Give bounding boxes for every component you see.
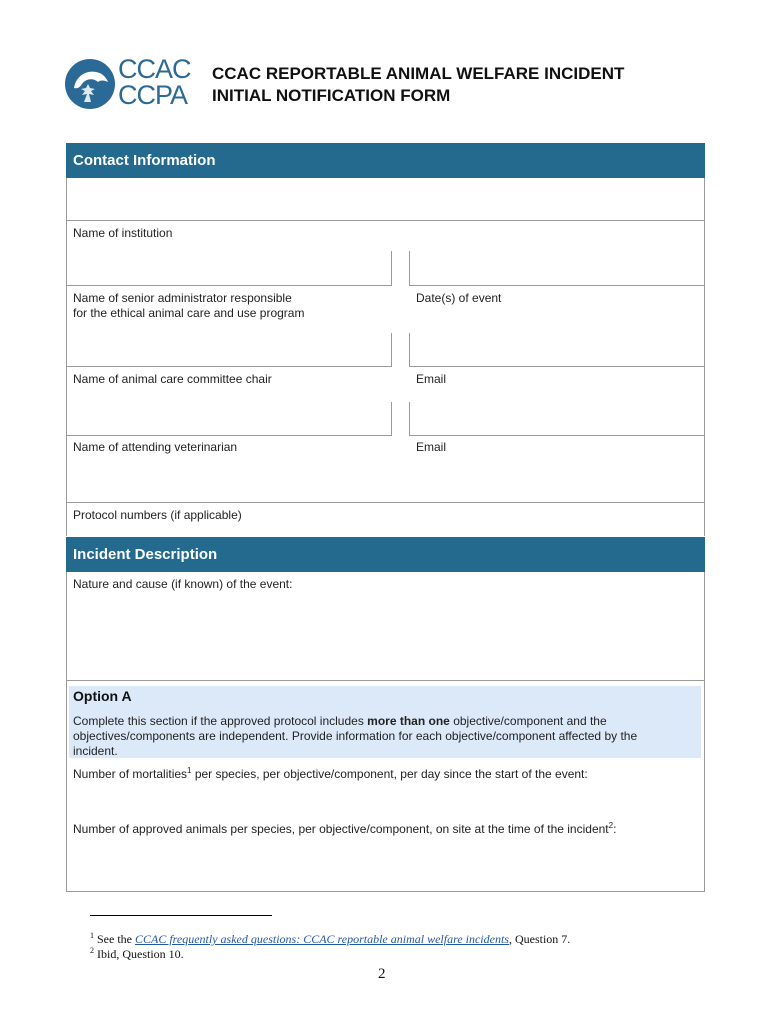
protocol-numbers-input[interactable] bbox=[67, 468, 704, 502]
footnote-2 bbox=[90, 947, 184, 961]
approved-animals-question bbox=[73, 822, 616, 837]
footnote-1-post: , Question 7. bbox=[508, 932, 571, 946]
footnote-ref-2: 2 bbox=[608, 821, 614, 830]
nature-cause-label: Nature and cause (if known) of the event: bbox=[73, 577, 293, 591]
mortalities-question-post: per species, per objective/component, per day since the start of the event: bbox=[191, 767, 588, 781]
nature-cause-input[interactable] bbox=[73, 596, 693, 676]
institution-input[interactable] bbox=[67, 178, 704, 220]
contact-information-header: Contact Information bbox=[66, 143, 705, 178]
event-dates-label: Date(s) of event bbox=[416, 291, 502, 305]
event-dates-field[interactable] bbox=[409, 251, 705, 286]
page-number: 2 bbox=[378, 966, 386, 982]
acc-chair-email-field[interactable] bbox=[409, 333, 705, 367]
senior-administrator-field[interactable] bbox=[66, 251, 392, 286]
acc-chair-input[interactable] bbox=[67, 333, 391, 366]
acc-chair-label: Name of animal care committee chair bbox=[73, 372, 272, 386]
incident-divider bbox=[66, 680, 705, 681]
option-a-text-post: objective/component and the objectives/components are independent. Provide information for each objective/component affected by the incident. bbox=[73, 714, 638, 758]
footnote-1-number: 1 bbox=[90, 931, 94, 940]
title-line-1: CCAC REPORTABLE ANIMAL WELFARE INCIDENT bbox=[212, 64, 625, 83]
protocol-numbers-field[interactable] bbox=[66, 468, 705, 503]
document-title bbox=[212, 63, 624, 107]
logo-line-2: CCPA bbox=[118, 80, 188, 110]
veterinarian-input[interactable] bbox=[67, 402, 391, 435]
veterinarian-email-input[interactable] bbox=[410, 402, 704, 435]
footnote-1 bbox=[90, 932, 570, 946]
acc-chair-field[interactable] bbox=[66, 333, 392, 367]
senior-administrator-label-1: Name of senior administrator responsible bbox=[73, 291, 292, 305]
mortalities-question bbox=[73, 767, 588, 782]
footnote-ref-1: 1 bbox=[187, 766, 192, 775]
senior-administrator-input[interactable] bbox=[67, 251, 391, 285]
veterinarian-email-label: Email bbox=[416, 440, 447, 454]
veterinarian-field[interactable] bbox=[66, 402, 392, 436]
acc-chair-email-input[interactable] bbox=[410, 333, 704, 366]
approved-animals-question-post: : bbox=[613, 822, 617, 836]
veterinarian-label: Name of attending veterinarian bbox=[73, 440, 238, 454]
event-dates-input[interactable] bbox=[410, 251, 704, 285]
senior-administrator-label-2: for the ethical animal care and use program bbox=[73, 306, 305, 320]
footnote-2-text: Ibid, Question 10. bbox=[94, 947, 184, 961]
option-a-instructions bbox=[73, 714, 673, 759]
logo-line-1: CCAC bbox=[118, 54, 191, 84]
ccac-logo-icon bbox=[64, 58, 116, 110]
mortalities-question-pre: Number of mortalities bbox=[73, 767, 188, 781]
acc-chair-email-label: Email bbox=[416, 372, 447, 386]
approved-animals-question-pre: Number of approved animals per species, per objective/component, on site at the time of the incident bbox=[73, 822, 609, 836]
option-a-text-pre: Complete this section if the approved protocol includes bbox=[73, 714, 368, 728]
institution-field[interactable] bbox=[66, 178, 705, 221]
mortalities-input[interactable] bbox=[73, 785, 693, 817]
approved-animals-input[interactable] bbox=[73, 841, 693, 887]
logo-wordmark bbox=[118, 56, 191, 108]
footnote-1-pre: See the bbox=[94, 932, 135, 946]
faq-link[interactable]: CCAC frequently asked questions: CCAC reportable animal welfare incidents bbox=[135, 932, 509, 946]
footnote-rule bbox=[90, 915, 272, 916]
veterinarian-email-field[interactable] bbox=[409, 402, 705, 436]
incident-description-header: Incident Description bbox=[66, 537, 705, 572]
title-line-2: INITIAL NOTIFICATION FORM bbox=[212, 86, 451, 105]
protocol-numbers-label: Protocol numbers (if applicable) bbox=[73, 508, 242, 522]
option-a-title: Option A bbox=[73, 688, 132, 704]
institution-label: Name of institution bbox=[73, 226, 173, 240]
ccac-logo bbox=[64, 56, 194, 114]
footnote-2-number: 2 bbox=[90, 946, 94, 955]
option-a-text-bold: more than one bbox=[367, 714, 450, 728]
